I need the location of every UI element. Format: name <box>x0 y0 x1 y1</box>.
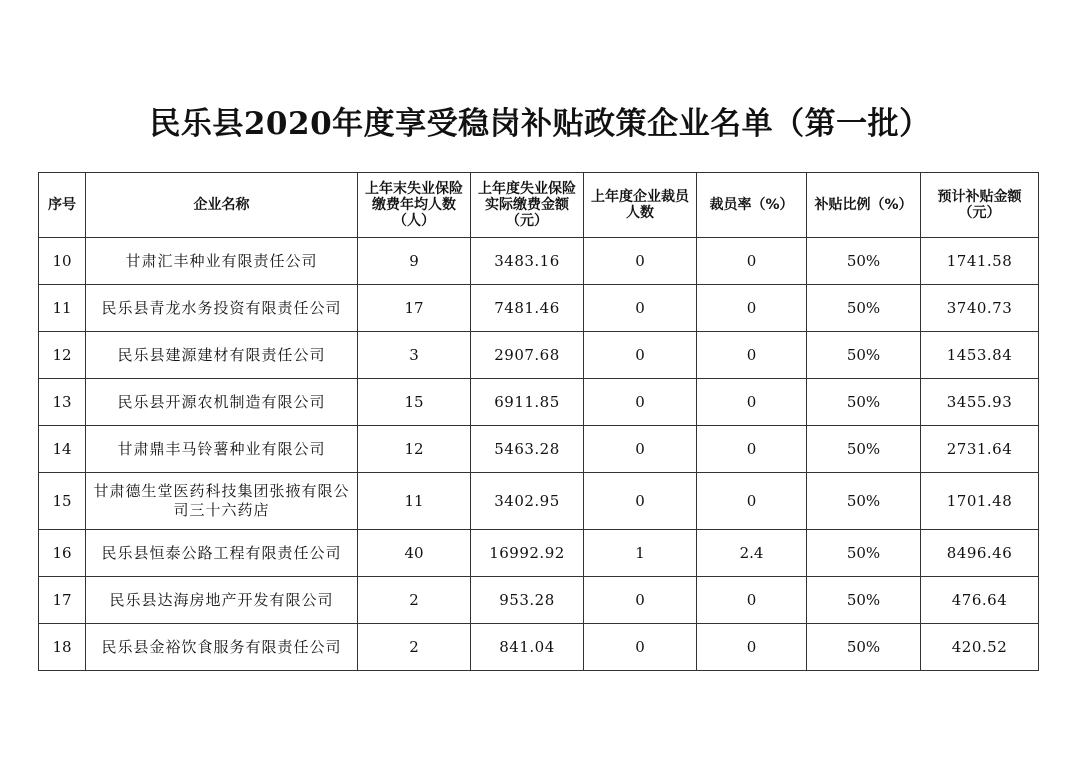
cell-layoff-count: 0 <box>584 577 697 624</box>
cell-estimated-subsidy: 8496.46 <box>921 530 1039 577</box>
cell-subsidy-ratio: 50% <box>807 426 921 473</box>
cell-serial: 15 <box>39 473 86 530</box>
cell-layoff-rate: 0 <box>697 473 807 530</box>
table-row <box>39 473 1039 530</box>
cell-layoff-count: 0 <box>584 426 697 473</box>
cell-layoff-count: 1 <box>584 530 697 577</box>
document-title: 民乐县2020年度享受稳岗补贴政策企业名单（第一批） <box>149 106 931 142</box>
cell-insurance-paid-amount: 5463.28 <box>471 426 584 473</box>
header-serial: 序号 <box>39 173 86 238</box>
cell-estimated-subsidy: 420.52 <box>921 624 1039 671</box>
cell-insurance-paid-amount: 841.04 <box>471 624 584 671</box>
table-row <box>39 379 1039 426</box>
cell-subsidy-ratio: 50% <box>807 285 921 332</box>
cell-estimated-subsidy: 1741.58 <box>921 238 1039 285</box>
cell-avg-insured-count: 3 <box>358 332 471 379</box>
header-company-name: 企业名称 <box>86 173 358 238</box>
cell-insurance-paid-amount: 953.28 <box>471 577 584 624</box>
cell-insurance-paid-amount: 2907.68 <box>471 332 584 379</box>
cell-layoff-count: 0 <box>584 285 697 332</box>
cell-avg-insured-count: 2 <box>358 624 471 671</box>
table-row <box>39 238 1039 285</box>
enterprise-table <box>38 172 1039 671</box>
cell-company-name: 民乐县恒泰公路工程有限责任公司 <box>86 530 358 577</box>
cell-layoff-rate: 0 <box>697 426 807 473</box>
header-avg-insured-count: 上年末失业保险缴费年均人数（人） <box>358 173 471 238</box>
cell-subsidy-ratio: 50% <box>807 530 921 577</box>
cell-subsidy-ratio: 50% <box>807 238 921 285</box>
table-row <box>39 577 1039 624</box>
cell-insurance-paid-amount: 7481.46 <box>471 285 584 332</box>
cell-avg-insured-count: 9 <box>358 238 471 285</box>
cell-serial: 16 <box>39 530 86 577</box>
cell-subsidy-ratio: 50% <box>807 332 921 379</box>
cell-insurance-paid-amount: 3483.16 <box>471 238 584 285</box>
cell-company-name: 甘肃汇丰种业有限责任公司 <box>86 238 358 285</box>
cell-estimated-subsidy: 3740.73 <box>921 285 1039 332</box>
cell-layoff-count: 0 <box>584 332 697 379</box>
table-row <box>39 530 1039 577</box>
cell-company-name: 民乐县建源建材有限责任公司 <box>86 332 358 379</box>
cell-serial: 12 <box>39 332 86 379</box>
cell-avg-insured-count: 12 <box>358 426 471 473</box>
table-row <box>39 426 1039 473</box>
cell-avg-insured-count: 2 <box>358 577 471 624</box>
cell-insurance-paid-amount: 3402.95 <box>471 473 584 530</box>
cell-serial: 18 <box>39 624 86 671</box>
cell-serial: 11 <box>39 285 86 332</box>
cell-serial: 13 <box>39 379 86 426</box>
cell-avg-insured-count: 17 <box>358 285 471 332</box>
cell-subsidy-ratio: 50% <box>807 577 921 624</box>
cell-layoff-rate: 0 <box>697 577 807 624</box>
cell-subsidy-ratio: 50% <box>807 473 921 530</box>
table-row <box>39 624 1039 671</box>
header-estimated-subsidy: 预计补贴金额（元） <box>921 173 1039 238</box>
cell-serial: 10 <box>39 238 86 285</box>
header-layoff-count: 上年度企业裁员人数 <box>584 173 697 238</box>
cell-layoff-rate: 2.4 <box>697 530 807 577</box>
cell-serial: 17 <box>39 577 86 624</box>
cell-layoff-rate: 0 <box>697 332 807 379</box>
cell-company-name: 甘肃德生堂医药科技集团张掖有限公司三十六药店 <box>86 473 358 530</box>
cell-layoff-rate: 0 <box>697 238 807 285</box>
table-row <box>39 285 1039 332</box>
cell-avg-insured-count: 40 <box>358 530 471 577</box>
cell-insurance-paid-amount: 16992.92 <box>471 530 584 577</box>
cell-estimated-subsidy: 476.64 <box>921 577 1039 624</box>
cell-serial: 14 <box>39 426 86 473</box>
cell-layoff-rate: 0 <box>697 285 807 332</box>
cell-company-name: 民乐县开源农机制造有限公司 <box>86 379 358 426</box>
cell-company-name: 民乐县金裕饮食服务有限责任公司 <box>86 624 358 671</box>
cell-layoff-rate: 0 <box>697 624 807 671</box>
cell-company-name: 民乐县达海房地产开发有限公司 <box>86 577 358 624</box>
cell-insurance-paid-amount: 6911.85 <box>471 379 584 426</box>
header-insurance-paid-amount: 上年度失业保险实际缴费金额（元） <box>471 173 584 238</box>
cell-layoff-count: 0 <box>584 473 697 530</box>
cell-layoff-rate: 0 <box>697 379 807 426</box>
cell-layoff-count: 0 <box>584 624 697 671</box>
cell-estimated-subsidy: 2731.64 <box>921 426 1039 473</box>
header-layoff-rate: 裁员率（%） <box>697 173 807 238</box>
cell-avg-insured-count: 15 <box>358 379 471 426</box>
table-row <box>39 332 1039 379</box>
cell-company-name: 民乐县青龙水务投资有限责任公司 <box>86 285 358 332</box>
table-header-row <box>39 173 1039 238</box>
cell-layoff-count: 0 <box>584 238 697 285</box>
cell-company-name: 甘肃鼎丰马铃薯种业有限公司 <box>86 426 358 473</box>
cell-layoff-count: 0 <box>584 379 697 426</box>
cell-estimated-subsidy: 1453.84 <box>921 332 1039 379</box>
cell-subsidy-ratio: 50% <box>807 624 921 671</box>
header-subsidy-ratio: 补贴比例（%） <box>807 173 921 238</box>
cell-subsidy-ratio: 50% <box>807 379 921 426</box>
cell-estimated-subsidy: 1701.48 <box>921 473 1039 530</box>
cell-estimated-subsidy: 3455.93 <box>921 379 1039 426</box>
cell-avg-insured-count: 11 <box>358 473 471 530</box>
